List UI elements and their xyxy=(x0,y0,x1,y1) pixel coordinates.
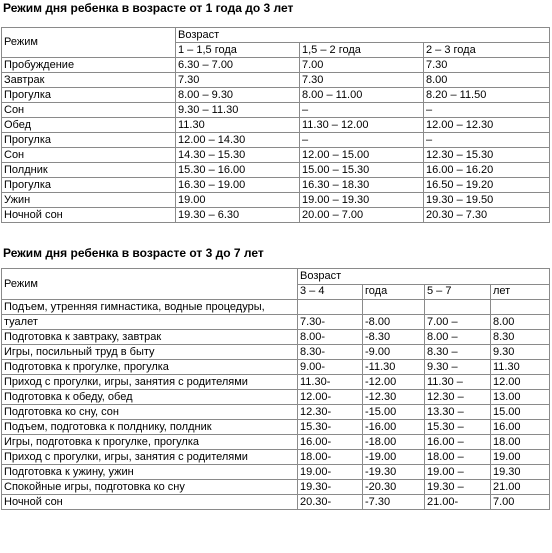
time-cell: 16.30 – 18.30 xyxy=(300,178,424,193)
time-cell: 16.00 – xyxy=(425,435,491,450)
time-cell: 8.00 xyxy=(424,73,550,88)
time-cell: 16.00 xyxy=(491,420,550,435)
time-cell: -7.30 xyxy=(363,495,425,510)
row-label: Завтрак xyxy=(2,73,176,88)
time-cell: -11.30 xyxy=(363,360,425,375)
table-row xyxy=(2,73,550,88)
row-label: Сон xyxy=(2,103,176,118)
time-cell: 19.30 – 6.30 xyxy=(176,208,300,223)
time-cell: 7.30- xyxy=(298,315,363,330)
row-label: Прогулка xyxy=(2,178,176,193)
time-cell: 11.30 – xyxy=(425,375,491,390)
row-label: Пробуждение xyxy=(2,58,176,73)
row-label: Спокойные игры, подготовка ко сну xyxy=(2,480,298,495)
section2-title: Режим дня ребенка в возрасте от 3 до 7 лет xyxy=(3,246,264,260)
time-cell: 12.00 – 14.30 xyxy=(176,133,300,148)
row-label: Прогулка xyxy=(2,133,176,148)
time-cell: 9.30 xyxy=(491,345,550,360)
time-cell: 11.30 – 12.00 xyxy=(300,118,424,133)
age-header: Возраст xyxy=(176,28,550,43)
schedule-table-1-3-years xyxy=(1,27,550,223)
time-cell: 11.30 xyxy=(491,360,550,375)
time-cell: 20.30 – 7.30 xyxy=(424,208,550,223)
time-cell: 18.00- xyxy=(298,450,363,465)
time-cell: 8.00- xyxy=(298,330,363,345)
time-cell: 8.00 – 9.30 xyxy=(176,88,300,103)
table-row xyxy=(2,148,550,163)
age-column-header: 1,5 – 2 года xyxy=(300,43,424,58)
row-label: Полдник xyxy=(2,163,176,178)
time-cell xyxy=(425,300,491,315)
time-cell: -12.00 xyxy=(363,375,425,390)
time-cell: 12.30 – xyxy=(425,390,491,405)
section1-title: Режим дня ребенка в возрасте от 1 года до 3 лет xyxy=(3,1,294,15)
time-cell: 12.30- xyxy=(298,405,363,420)
time-cell: 6.30 – 7.00 xyxy=(176,58,300,73)
time-cell: 19.00 xyxy=(491,450,550,465)
table-row xyxy=(2,163,550,178)
row-label: Приход с прогулки, игры, занятия с родителями xyxy=(2,375,298,390)
time-cell: 9.30 – xyxy=(425,360,491,375)
time-cell: 11.30- xyxy=(298,375,363,390)
table-header-row xyxy=(2,269,550,285)
time-cell: -19.00 xyxy=(363,450,425,465)
time-cell: 13.30 – xyxy=(425,405,491,420)
row-label: Обед xyxy=(2,118,176,133)
time-cell: -8.30 xyxy=(363,330,425,345)
row-label: Подготовка к обеду, обед xyxy=(2,390,298,405)
time-cell: 12.30 – 15.30 xyxy=(424,148,550,163)
table-row xyxy=(2,390,550,405)
table-row xyxy=(2,420,550,435)
time-cell: 19.30- xyxy=(298,480,363,495)
age-column-header: года xyxy=(363,284,425,300)
time-cell: 15.00 xyxy=(491,405,550,420)
time-cell: 15.30 – xyxy=(425,420,491,435)
time-cell: 8.00 – 11.00 xyxy=(300,88,424,103)
time-cell: 19.30 – 19.50 xyxy=(424,193,550,208)
time-cell: -20.30 xyxy=(363,480,425,495)
time-cell: 7.30 xyxy=(300,73,424,88)
table-row xyxy=(2,450,550,465)
table-row xyxy=(2,495,550,510)
time-cell: -9.00 xyxy=(363,345,425,360)
row-label: Подготовка ко сну, сон xyxy=(2,405,298,420)
row-label: Подъем, подготовка к полднику, полдник xyxy=(2,420,298,435)
row-label: Подготовка к ужину, ужин xyxy=(2,465,298,480)
time-cell: 7.00 xyxy=(300,58,424,73)
time-cell: -18.00 xyxy=(363,435,425,450)
time-cell: 12.00 – 12.30 xyxy=(424,118,550,133)
table-row xyxy=(2,178,550,193)
time-cell: 8.30 xyxy=(491,330,550,345)
time-cell: – xyxy=(424,133,550,148)
time-cell: 21.00- xyxy=(425,495,491,510)
row-label: Ночной сон xyxy=(2,495,298,510)
time-cell: -16.00 xyxy=(363,420,425,435)
table-row xyxy=(2,193,550,208)
table-row xyxy=(2,58,550,73)
time-cell: 19.00 xyxy=(176,193,300,208)
time-cell: – xyxy=(300,103,424,118)
row-label: Подготовка к завтраку, завтрак xyxy=(2,330,298,345)
schedule-table-3-7-years xyxy=(1,268,550,510)
time-cell: 14.30 – 15.30 xyxy=(176,148,300,163)
time-cell: 7.30 xyxy=(424,58,550,73)
table-row xyxy=(2,208,550,223)
table-row xyxy=(2,300,550,315)
age-column-header: лет xyxy=(491,284,550,300)
mode-header: Режим xyxy=(2,28,176,58)
time-cell: 8.20 – 11.50 xyxy=(424,88,550,103)
table-row xyxy=(2,103,550,118)
time-cell: 16.30 – 19.00 xyxy=(176,178,300,193)
row-label: Игры, подготовка к прогулке, прогулка xyxy=(2,435,298,450)
time-cell: 7.30 xyxy=(176,73,300,88)
table-row xyxy=(2,315,550,330)
time-cell: 12.00 xyxy=(491,375,550,390)
time-cell: 8.30 – xyxy=(425,345,491,360)
time-cell: – xyxy=(424,103,550,118)
time-cell: 12.00 – 15.00 xyxy=(300,148,424,163)
row-label: туалет xyxy=(2,315,298,330)
table-row xyxy=(2,330,550,345)
time-cell: 12.00- xyxy=(298,390,363,405)
time-cell: 15.30 – 16.00 xyxy=(176,163,300,178)
time-cell: 19.30 xyxy=(491,465,550,480)
row-label: Ужин xyxy=(2,193,176,208)
table-row xyxy=(2,480,550,495)
row-label: Ночной сон xyxy=(2,208,176,223)
time-cell: 9.30 – 11.30 xyxy=(176,103,300,118)
table-row xyxy=(2,405,550,420)
time-cell: -12.30 xyxy=(363,390,425,405)
table-row xyxy=(2,375,550,390)
time-cell: 9.00- xyxy=(298,360,363,375)
age-column-header: 2 – 3 года xyxy=(424,43,550,58)
table-row xyxy=(2,118,550,133)
time-cell: 15.00 – 15.30 xyxy=(300,163,424,178)
time-cell: 13.00 xyxy=(491,390,550,405)
time-cell xyxy=(363,300,425,315)
time-cell: 16.00- xyxy=(298,435,363,450)
time-cell: 8.00 xyxy=(491,315,550,330)
time-cell: 18.00 xyxy=(491,435,550,450)
time-cell: 7.00 – xyxy=(425,315,491,330)
row-label: Игры, посильный труд в быту xyxy=(2,345,298,360)
table-row xyxy=(2,360,550,375)
row-label: Подготовка к прогулке, прогулка xyxy=(2,360,298,375)
table-row xyxy=(2,133,550,148)
time-cell xyxy=(298,300,363,315)
time-cell: 15.30- xyxy=(298,420,363,435)
table-row xyxy=(2,345,550,360)
table-row xyxy=(2,465,550,480)
time-cell: -15.00 xyxy=(363,405,425,420)
time-cell: 8.00 – xyxy=(425,330,491,345)
time-cell: 19.00 – xyxy=(425,465,491,480)
table-row xyxy=(2,88,550,103)
mode-header: Режим xyxy=(2,269,298,300)
time-cell: 19.30 – xyxy=(425,480,491,495)
age-column-header: 3 – 4 xyxy=(298,284,363,300)
age-column-header: 5 – 7 xyxy=(425,284,491,300)
time-cell: 20.00 – 7.00 xyxy=(300,208,424,223)
time-cell: 18.00 – xyxy=(425,450,491,465)
time-cell: 16.00 – 16.20 xyxy=(424,163,550,178)
time-cell: 16.50 – 19.20 xyxy=(424,178,550,193)
row-label: Прогулка xyxy=(2,88,176,103)
time-cell xyxy=(491,300,550,315)
time-cell: 11.30 xyxy=(176,118,300,133)
time-cell: 8.30- xyxy=(298,345,363,360)
table-header-row xyxy=(2,28,550,43)
time-cell: 19.00- xyxy=(298,465,363,480)
time-cell: – xyxy=(300,133,424,148)
row-label: Сон xyxy=(2,148,176,163)
age-column-header: 1 – 1,5 года xyxy=(176,43,300,58)
time-cell: -19.30 xyxy=(363,465,425,480)
time-cell: 7.00 xyxy=(491,495,550,510)
time-cell: 21.00 xyxy=(491,480,550,495)
age-header: Возраст xyxy=(298,269,550,285)
table-row xyxy=(2,435,550,450)
row-label: Приход с прогулки, игры, занятия с родителями xyxy=(2,450,298,465)
time-cell: 19.00 – 19.30 xyxy=(300,193,424,208)
time-cell: -8.00 xyxy=(363,315,425,330)
time-cell: 20.30- xyxy=(298,495,363,510)
row-label: Подъем, утренняя гимнастика, водные процедуры, xyxy=(2,300,298,315)
